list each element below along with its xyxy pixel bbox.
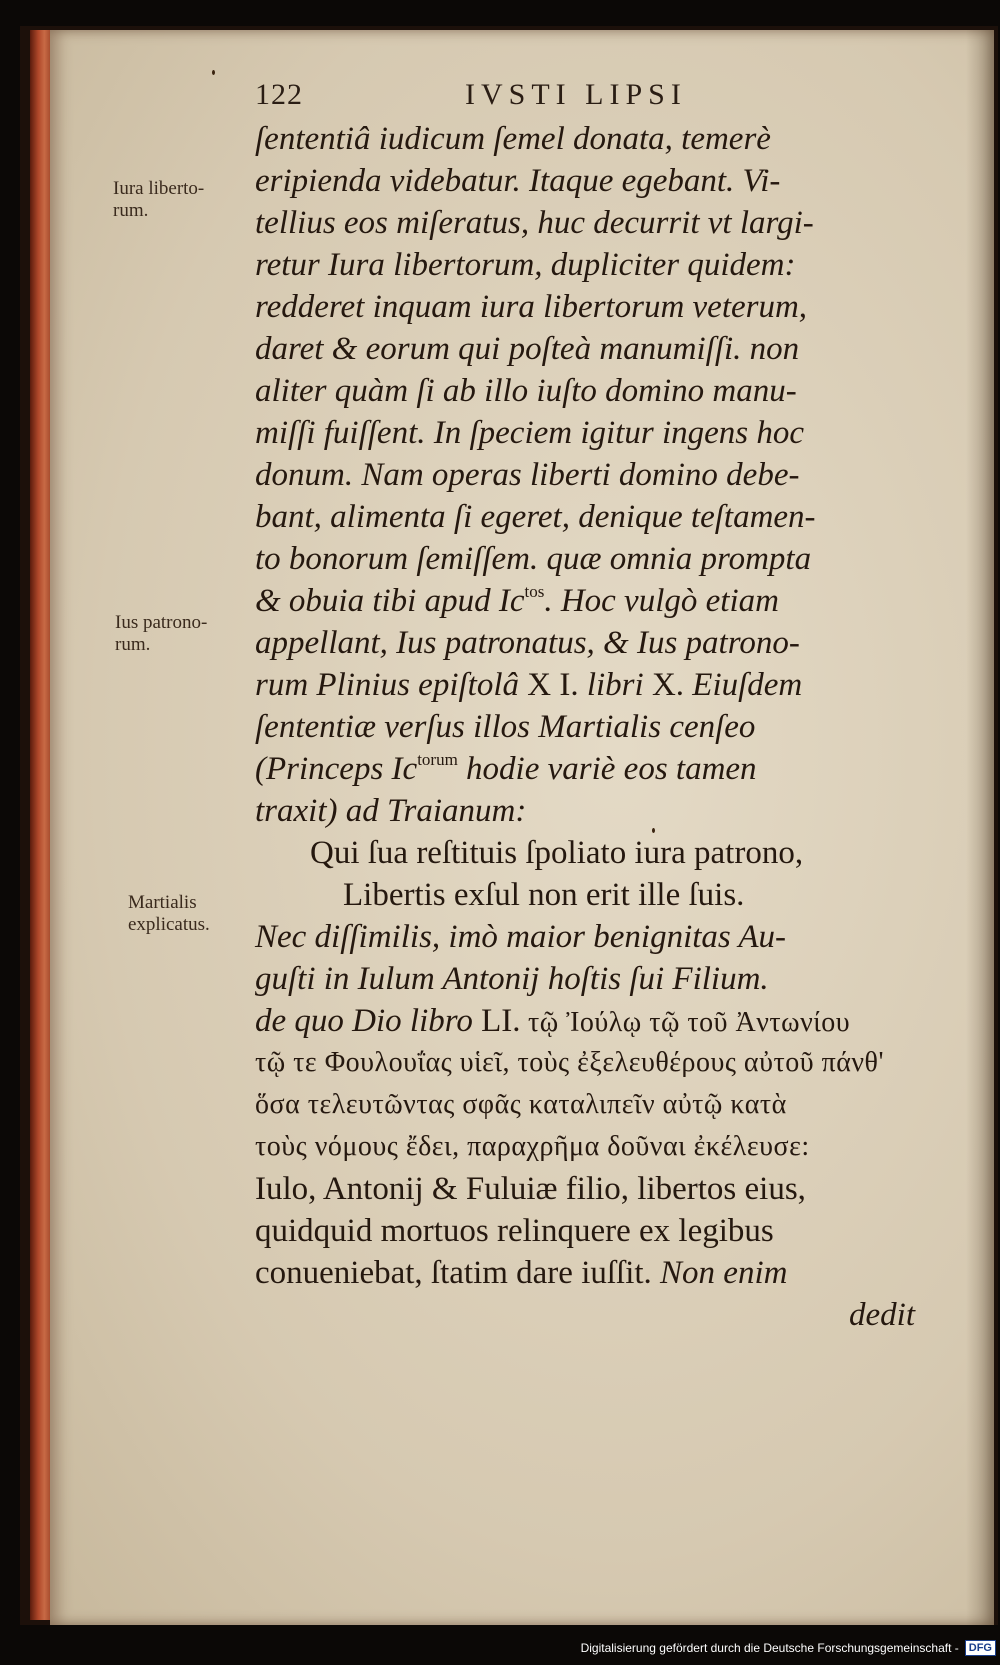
text-line: to bonorum ſemiſſem. quæ omnia prompta	[255, 541, 812, 577]
roman-numeral: X.	[643, 667, 685, 703]
margin-note-ius-patronorum	[115, 612, 207, 656]
greek-line: τῷ τε Φουλουΐας υἱεῖ, τοὺς ἐξελευθέρους αὐτοῦ πάνθ'	[255, 1047, 885, 1078]
text-segment: hodie variè eos tamen	[457, 751, 757, 787]
text-line: donum. Nam operas liberti domino debe-	[255, 457, 800, 493]
text-line	[255, 1252, 915, 1294]
footer-credit-text: Digitalisierung gefördert durch die Deutsche Forschungsgemeinschaft -	[580, 1641, 959, 1655]
page-header	[255, 78, 895, 118]
page-number: 122	[255, 78, 303, 111]
text-segment: (Princeps Ic	[255, 751, 418, 787]
text-segment: Eiuſdem	[684, 667, 803, 703]
text-segment: de quo Dio libro	[255, 1003, 473, 1039]
text-line: bant, alimenta ſi egeret, denique teſtamen-	[255, 499, 816, 535]
superscript: tos	[524, 582, 545, 601]
verse-line: Qui ſua reſtituis ſpoliato iura patrono,	[310, 835, 804, 871]
margin-note-line: rum.	[115, 634, 151, 655]
text-line: Nec diſſimilis, imò maior benignitas Au-	[255, 919, 787, 955]
text-segment: Non enim	[651, 1255, 788, 1291]
greek-line: ὅσα τελευτῶντας σφᾶς καταλιπεῖν αὐτῷ κατὰ	[255, 1089, 787, 1120]
roman-numeral: LI.	[472, 1003, 521, 1039]
footer-credit-bar	[581, 1637, 996, 1659]
verse-line: Libertis exſul non erit ille ſuis.	[343, 877, 745, 913]
margin-note-line: Ius patrono-	[115, 612, 208, 633]
text-line: quidquid mortuos relinquere ex legibus	[255, 1213, 774, 1249]
text-line: appellant, Ius patronatus, & Ius patrono-	[255, 625, 800, 661]
text-line: traxit) ad Traianum:	[255, 793, 527, 829]
text-line	[255, 748, 915, 790]
margin-note-martialis	[128, 892, 210, 936]
margin-note-line: Iura liberto-	[113, 178, 205, 199]
margin-note-line: rum.	[113, 200, 149, 221]
greek-text: τῷ Ἰούλῳ τῷ τοῦ Ἀντωνίου	[520, 1007, 851, 1038]
page-gutter-shadow	[966, 30, 994, 1625]
text-line: eripienda videbatur. Itaque egebant. Vi-	[255, 163, 781, 199]
text-line: retur Iura libertorum, dupliciter quidem:	[255, 247, 796, 283]
text-line: tellius eos miſeratus, huc decurrit vt largi-	[255, 205, 814, 241]
text-line	[255, 664, 915, 706]
ink-speck	[212, 70, 215, 75]
text-line: miſſi fuiſſent. In ſpeciem igitur ingens hoc	[255, 415, 804, 451]
text-line: daret & eorum qui poſteà manumiſſi. non	[255, 331, 800, 367]
dfg-logo: DFG	[965, 1640, 996, 1656]
superscript: torum	[417, 750, 458, 769]
margin-note-line: Martialis	[128, 892, 197, 913]
text-line	[255, 580, 915, 622]
margin-note-iura-libertorum	[113, 178, 204, 222]
text-line: guſti in Iulum Antonij hoſtis ſui Filium.	[255, 961, 769, 997]
text-segment: libri	[578, 667, 644, 703]
roman-numeral: X I.	[519, 667, 579, 703]
text-line: ſententiæ verſus illos Martialis cenſeo	[255, 709, 756, 745]
greek-line: τοὺς νόμους ἔδει, παραχρῆμα δοῦναι ἐκέλευσε:	[255, 1131, 810, 1162]
text-segment: & obuia tibi apud Ic	[255, 583, 525, 619]
margin-note-line: explicatus.	[128, 914, 210, 935]
text-segment: . Hoc vulgò etiam	[544, 583, 779, 619]
text-line: Iulo, Antonij & Fuluiæ filio, libertos eius,	[255, 1171, 806, 1207]
text-line: ſententiâ iudicum ſemel donata, temerè	[255, 121, 771, 157]
body-text	[255, 118, 915, 1336]
text-segment: conueniebat, ſtatim dare iuſſit.	[255, 1255, 652, 1291]
text-line: aliter quàm ſi ab illo iuſto domino manu-	[255, 373, 797, 409]
text-line: redderet inquam iura libertorum veterum,	[255, 289, 808, 325]
text-segment: rum Plinius epiſtolâ	[255, 667, 519, 703]
running-head: IVSTI LIPSI	[465, 78, 687, 111]
catchword: dedit	[849, 1297, 915, 1333]
text-line	[255, 1000, 915, 1042]
